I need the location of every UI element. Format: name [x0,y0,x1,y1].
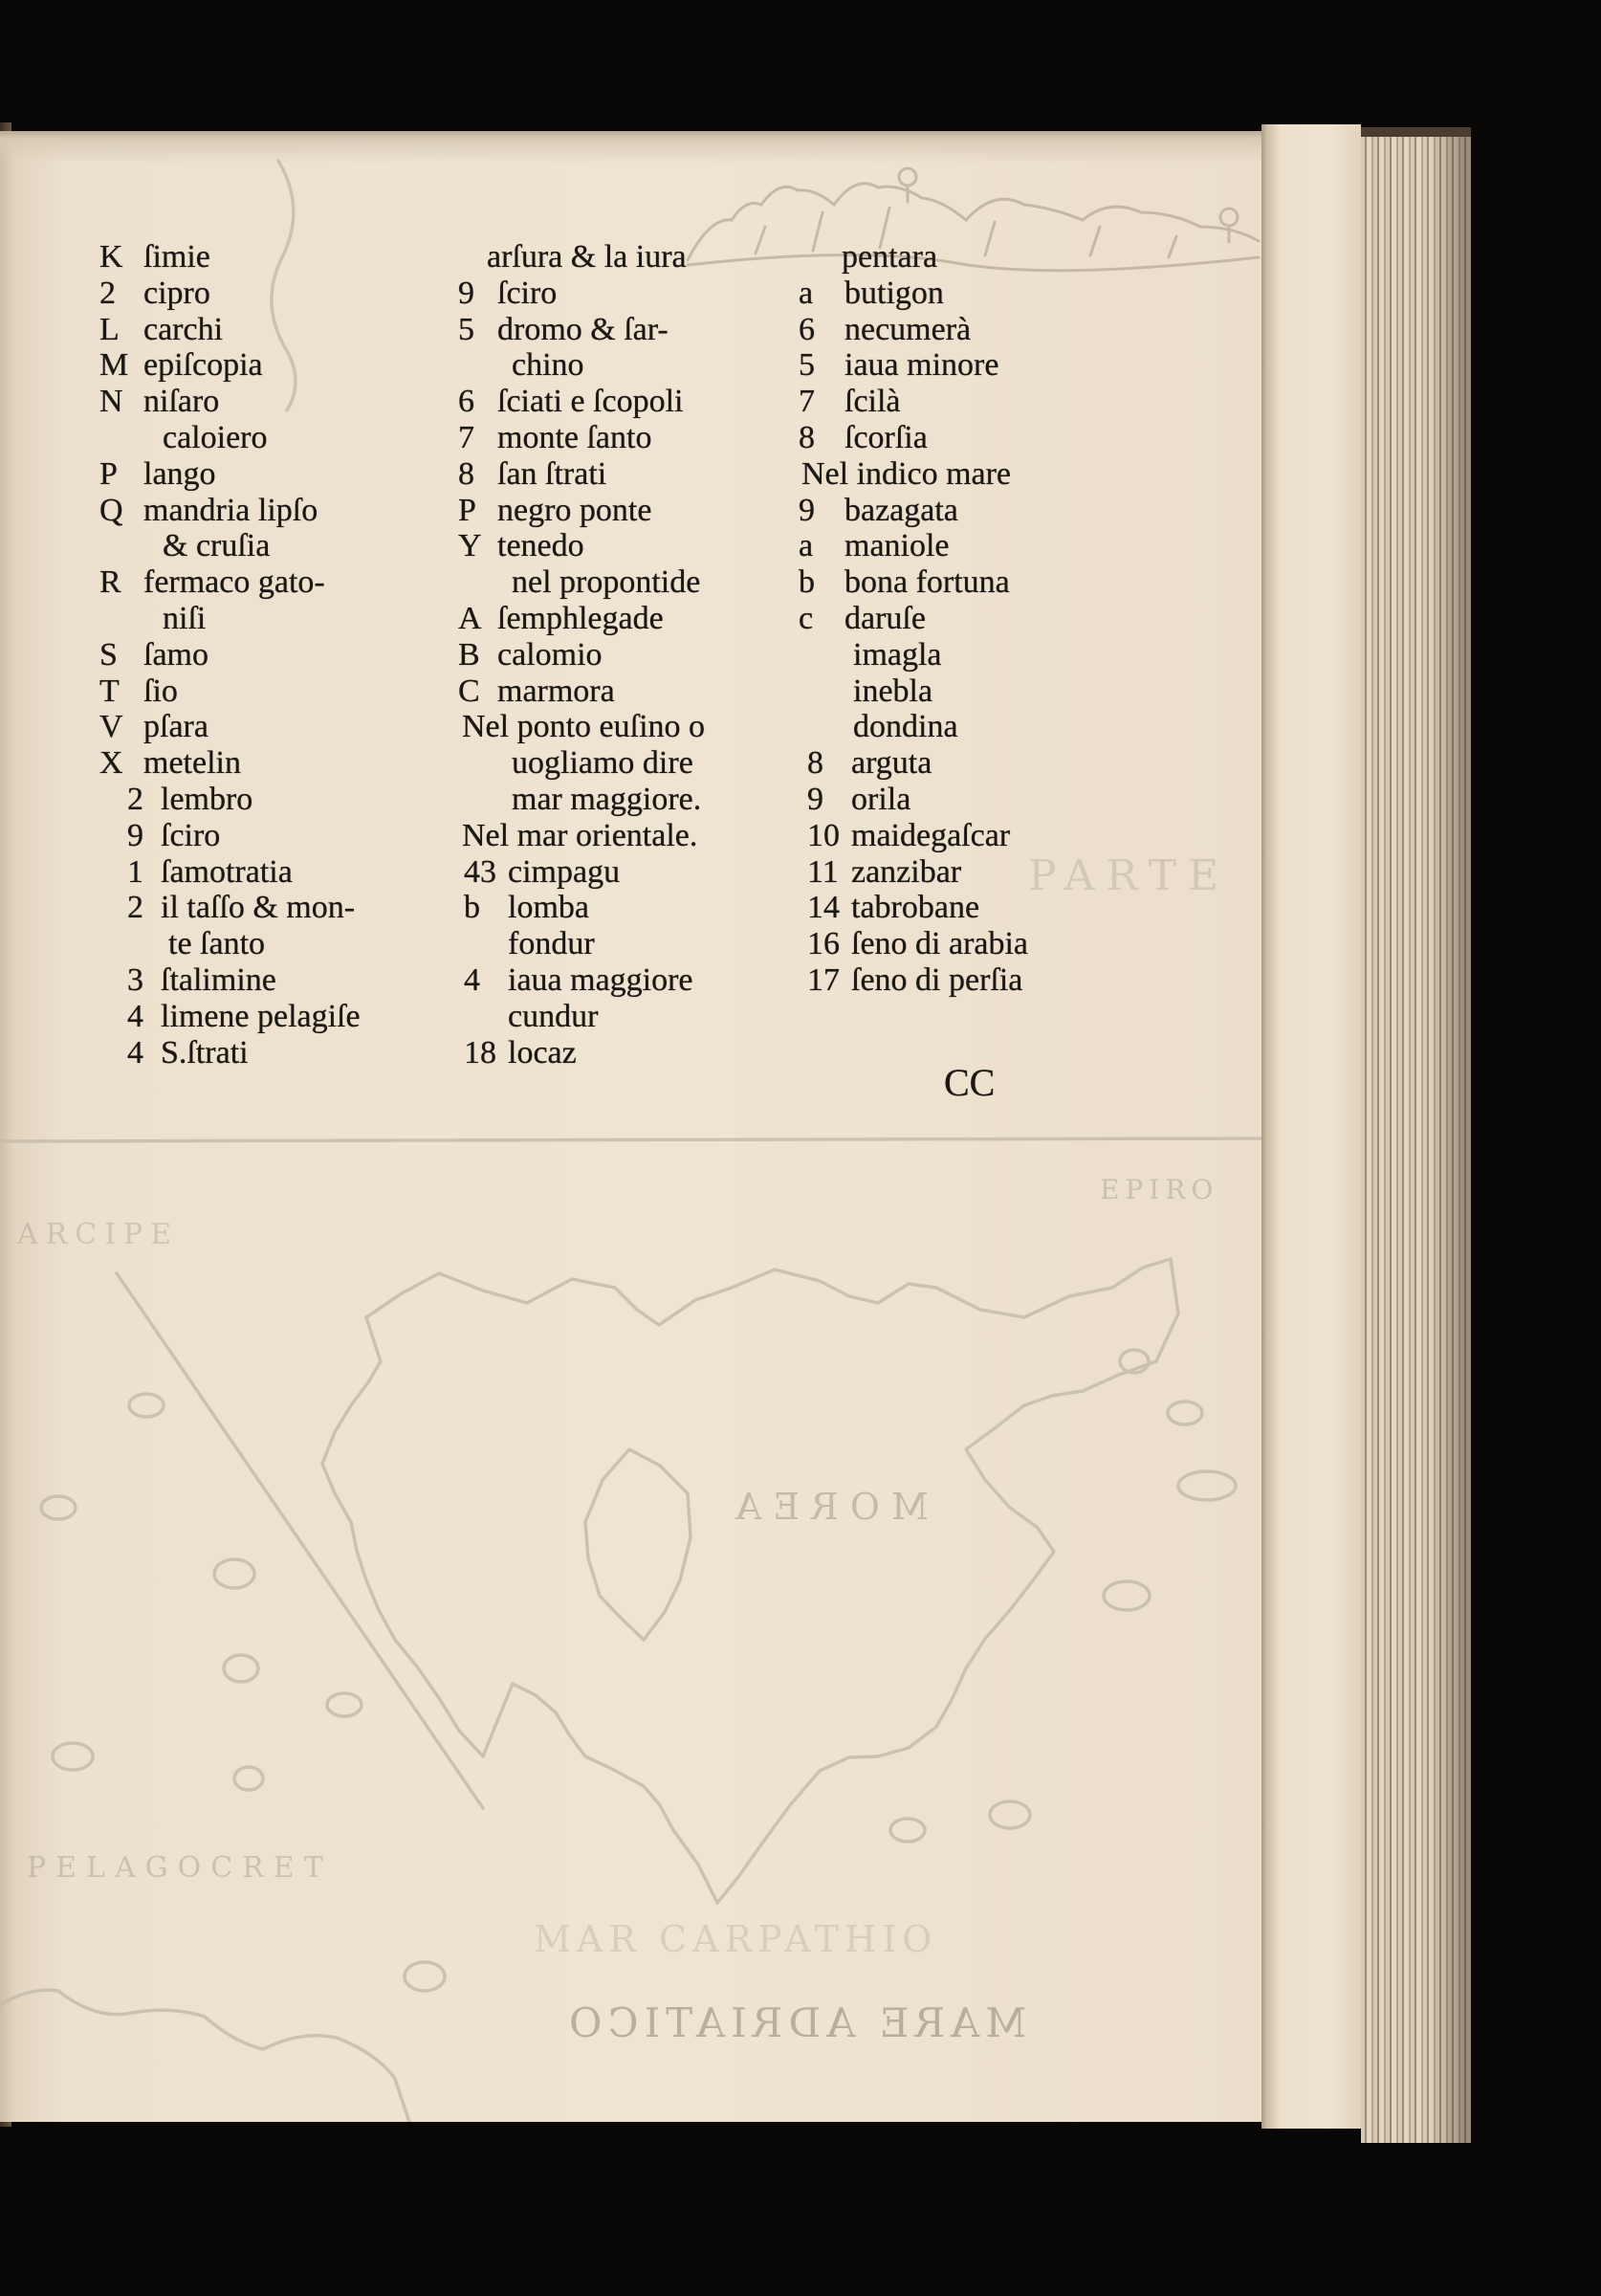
text-line [799,564,1086,601]
entry-text: ſeno di perſia [851,961,1023,998]
entry-marker: a [799,528,814,564]
text-line [799,745,1086,782]
text-line [458,347,745,384]
entry-text: cimpagu [508,853,621,890]
text-line [799,854,1086,891]
entry-marker: 9 [799,492,815,528]
entry-text: ſciro [161,817,221,853]
island [1168,1402,1202,1424]
entry-text: pſara [143,709,208,745]
text-line [799,926,1086,962]
entry-text: chino [512,347,584,384]
entry-text: ſio [143,673,178,709]
island [53,1743,93,1770]
text-line [458,456,745,493]
entry-marker: 1 [127,853,143,890]
text-line [99,564,386,601]
entry-marker: 16 [807,926,840,962]
text-line [458,493,745,529]
text-line [799,818,1086,854]
entry-text: te ſanto [168,926,266,962]
text-line [799,420,1086,456]
entry-text: Nel mar orientale. [462,817,698,853]
text-column-left [99,239,386,1071]
entry-marker: 8 [458,455,474,492]
entry-marker: Q [99,492,123,528]
entry-text: fondur [508,926,595,962]
entry-text: pentara [842,239,938,275]
text-line [458,962,745,999]
page-fore-edge [1261,124,1361,2129]
text-line [99,926,386,962]
text-line [99,420,386,456]
entry-text: dromo & ſar- [497,311,669,347]
text-line [458,312,745,348]
morea-coastline [322,1259,1178,1903]
entry-text: monte ſanto [497,419,652,455]
entry-text: fermaco gato- [143,564,325,601]
text-line [458,999,745,1035]
entry-text: tenedo [497,528,584,564]
island [234,1767,263,1790]
entry-text: metelin [143,745,241,782]
text-line [99,673,386,710]
entry-text: ſcorſia [844,419,928,455]
entry-text: lomba [508,890,589,926]
show-through-label: EPIRO [1100,1174,1219,1205]
entry-text: niſi [163,600,207,636]
entry-text: nel propontide [512,564,701,601]
entry-text: uogliamo dire [512,745,693,782]
text-line [99,1035,386,1071]
entry-marker: 6 [458,384,474,420]
island [327,1693,362,1716]
entry-text: Nel indico mare [801,455,1012,492]
rhumb-line [117,1273,483,1808]
entry-text: ſeno di arabia [851,926,1029,962]
text-line [99,745,386,782]
entry-text: Nel ponto euſino o [462,709,706,745]
text-column-middle [458,239,745,1071]
text-line [99,890,386,926]
text-line [99,601,386,637]
entry-text: negro ponte [497,492,652,528]
text-line [799,347,1086,384]
entry-marker: 18 [464,1034,496,1071]
entry-text: ſcilà [844,384,901,420]
entry-text: ſamotratia [161,853,293,890]
entry-text: ſciro [497,275,558,311]
entry-marker: P [99,455,118,492]
island [224,1655,258,1682]
text-line [99,312,386,348]
entry-marker: Y [458,528,482,564]
text-line [799,709,1086,745]
text-line [458,782,745,818]
text-line [458,926,745,962]
entry-marker: M [99,347,129,384]
entry-text: carchi [143,311,224,347]
entry-text: lango [143,455,216,492]
text-line [99,782,386,818]
text-line [799,637,1086,673]
text-line [458,1035,745,1071]
text-line [458,239,745,276]
entry-marker: b [464,890,480,926]
entry-marker: X [99,745,123,782]
entry-text: cundur [508,998,599,1034]
entry-marker: 6 [799,311,815,347]
entry-text: dondina [853,709,958,745]
entry-marker: 8 [807,745,823,782]
entry-marker: 10 [807,817,840,853]
entry-text: mar maggiore. [512,781,702,817]
entry-marker: 2 [127,781,143,817]
text-line [799,384,1086,420]
show-through-label: PELAGOCRET [27,1851,333,1885]
entry-text: arguta [851,745,932,782]
entry-text: bona fortuna [844,564,1010,601]
entry-marker: R [99,564,121,601]
text-line [458,601,745,637]
entry-marker: 4 [127,998,143,1034]
entry-marker: 2 [127,890,143,926]
entry-text: mandria lipſo [143,492,318,528]
entry-marker: c [799,600,814,636]
entry-text: inebla [853,673,933,709]
entry-text: ſan ſtrati [497,455,607,492]
entry-text: cipro [143,275,210,311]
entry-text: il taſſo & mon- [161,890,356,926]
entry-marker: 9 [807,781,823,817]
entry-text: iaua maggiore [508,961,693,998]
text-line [799,493,1086,529]
text-line [458,745,745,782]
entry-marker: b [799,564,815,601]
text-line [799,601,1086,637]
text-line [458,384,745,420]
entry-marker: 8 [799,419,815,455]
text-line [99,384,386,420]
entry-text: ſtalimine [161,961,276,998]
entry-text: tabrobane [851,890,980,926]
entry-text: ſciati e ſcopoli [497,384,684,420]
entry-marker: K [99,239,123,275]
rubric-line [458,818,745,854]
text-line [99,528,386,564]
entry-marker: 14 [807,890,840,926]
rubric-line [799,456,1086,493]
entry-marker: 3 [127,961,143,998]
entry-marker: 2 [99,275,116,311]
text-line [458,420,745,456]
island [990,1801,1030,1828]
entry-marker: P [458,492,476,528]
text-line [99,962,386,999]
text-line [458,276,745,312]
text-line [799,528,1086,564]
island [405,1962,445,1991]
entry-marker: 5 [799,347,815,384]
text-line [458,854,745,891]
island [1104,1581,1150,1610]
entry-text: necumerà [844,311,972,347]
page-stack-edge [1361,127,1471,2143]
entry-marker: L [99,311,120,347]
entry-text: epiſcopia [143,347,263,384]
text-line [799,276,1086,312]
frame-line [0,1138,1261,1141]
text-line [99,818,386,854]
entry-text: limene pelagiſe [161,998,361,1034]
entry-text: maniole [844,528,950,564]
entry-marker: 17 [807,961,840,998]
entry-marker: 43 [464,853,496,890]
entry-marker: 4 [464,961,480,998]
entry-marker: T [99,673,120,709]
show-through-label: MAR CARPATHIO [534,1918,938,1960]
text-line [458,528,745,564]
text-line [99,709,386,745]
entry-marker: 7 [799,384,815,420]
island [214,1559,254,1588]
text-line [99,637,386,673]
island [890,1819,925,1842]
text-line [99,347,386,384]
text-line [458,564,745,601]
entry-marker: 7 [458,419,474,455]
entry-text: ſemphlegade [497,600,664,636]
inner-peninsula [585,1449,691,1640]
rubric-line [458,709,745,745]
entry-text: ſamo [143,636,208,673]
entry-text: locaz [508,1034,577,1071]
text-line [799,890,1086,926]
text-line [99,999,386,1035]
entry-text: niſaro [143,384,220,420]
show-through-label: PARTE [1028,851,1231,900]
text-line [458,890,745,926]
entry-text: marmora [497,673,615,709]
text-line [799,312,1086,348]
island [129,1394,164,1417]
entry-text: maidegaſcar [851,817,1011,853]
coast-line-bottom [0,1990,409,2122]
entry-text: lembro [161,781,253,817]
entry-text: butigon [844,275,944,311]
entry-text: calomio [497,636,603,673]
entry-marker: C [458,673,480,709]
entry-text: S.ſtrati [161,1034,249,1071]
entry-marker: 9 [127,817,143,853]
text-line [458,673,745,710]
entry-text: arſura & la iura [487,239,687,275]
show-through-label: ARCIPE [17,1218,180,1251]
entry-text: & cruſia [163,528,271,564]
text-line [799,239,1086,276]
entry-marker: 5 [458,311,474,347]
entry-text: orila [851,781,911,817]
text-line [99,854,386,891]
island [41,1496,76,1519]
entry-text: zanzibar [851,853,962,890]
text-line [799,962,1086,999]
entry-marker: 9 [458,275,474,311]
entry-marker: 11 [807,853,839,890]
entry-marker: N [99,384,123,420]
entry-marker: V [99,709,123,745]
entry-text: daruſe [844,600,926,636]
entry-text: iaua minore [844,347,999,384]
entry-marker: S [99,636,118,673]
entry-marker: B [458,636,480,673]
text-line [799,782,1086,818]
signature-mark: CC [944,1061,996,1104]
text-line [99,276,386,312]
island [1178,1471,1236,1500]
entry-marker: a [799,275,814,311]
entry-marker: A [458,600,482,636]
text-line [99,239,386,276]
entry-marker: 4 [127,1034,143,1071]
show-through-label: MOREA [724,1486,929,1528]
entry-text: caloiero [163,419,268,455]
entry-text: imagla [853,636,942,673]
entry-text: bazagata [844,492,958,528]
text-column-right [799,239,1086,999]
text-line [458,637,745,673]
text-line [99,493,386,529]
show-through-label: MARE ADRIATICO [563,1999,1027,2046]
text-line [99,456,386,493]
entry-text: ſimie [143,239,210,275]
text-line [799,673,1086,710]
